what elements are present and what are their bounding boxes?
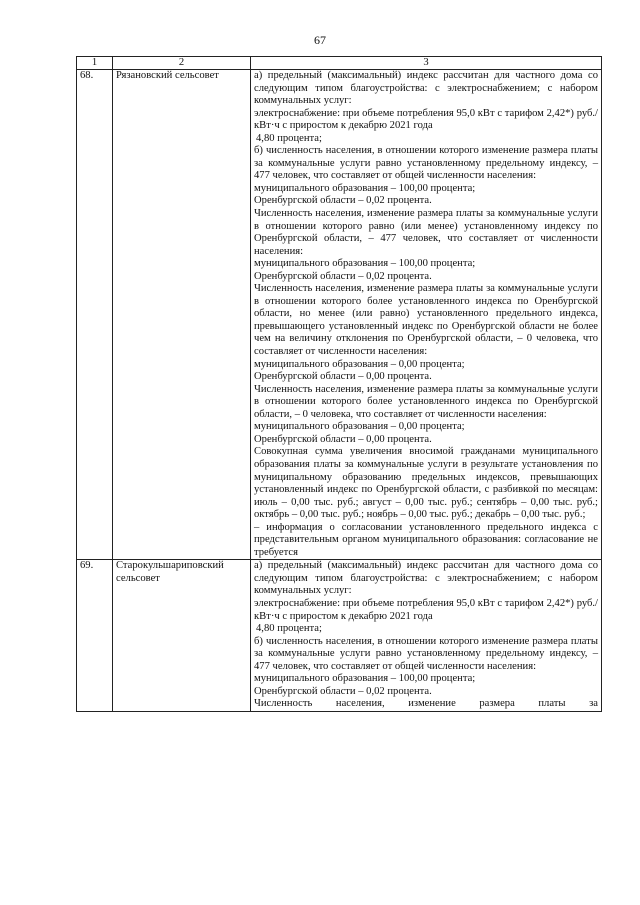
desc-line: муниципального образования – 0,00 процента;	[254, 358, 465, 370]
desc-line: б) численность населения, в отношении которого изменение размера платы за коммунальные услуги равно установленному предельному индексу, – 477 человек, что составляет от общей численности населения:	[254, 145, 598, 182]
desc-line: 4,80 процента;	[256, 132, 322, 144]
desc-line: муниципального образования – 100,00 процента;	[254, 673, 476, 685]
desc-line: Оренбургской области – 0,02 процента.	[254, 270, 432, 282]
desc-line: а) предельный (максимальный) индекс рассчитан для частного дома со следующим типом благоустройства: с электроснабжением; с набором коммунальных услуг:	[254, 70, 598, 107]
row-number: 68.	[77, 70, 113, 560]
index-table	[76, 56, 602, 712]
header-col-3: 3	[251, 57, 602, 70]
desc-line: Оренбургской области – 0,02 процента.	[254, 195, 432, 207]
page-number: 67	[314, 33, 326, 47]
desc-line: электроснабжение: при объеме потребления 95,0 кВт с тарифом 2,42*) руб./кВт·ч с приростом к декабрю 2021 года	[254, 107, 598, 132]
desc-line: б) численность населения, в отношении которого изменение размера платы за коммунальные услуги равно установленному предельному индексу, – 477 человек, что составляет от общей численности населения:	[254, 635, 598, 672]
desc-line: а) предельный (максимальный) индекс рассчитан для частного дома со следующим типом благоустройства: с электроснабжением; с набором коммунальных услуг:	[254, 560, 598, 597]
desc-line: – информация о согласовании установленного предельного индекса с представительным органом муниципального образования: согласование не требуется	[254, 521, 598, 558]
desc-line: Оренбургской области – 0,02 процента.	[254, 685, 432, 697]
table-header-row	[77, 57, 602, 70]
header-col-2: 2	[113, 57, 251, 70]
desc-line: Численность населения, изменение размера платы за коммунальные услуги в отношении которого равно (или менее) установленному индексу по Оренбургской области, – 477 человек, что составляет от численности населения:	[254, 208, 598, 257]
desc-line: Оренбургской области – 0,00 процента.	[254, 371, 432, 383]
desc-line: Численность населения, изменение размера платы за коммунальные услуги в отношении которого более установленного индекса по Оренбургской области, – 0 человека, что составляет от численности населения:	[254, 383, 598, 420]
table-row	[77, 560, 602, 712]
desc-line: муниципального образования – 100,00 процента;	[254, 182, 476, 194]
municipality-name: Рязановский сельсовет	[113, 70, 251, 560]
desc-line: Совокупная сумма увеличения вносимой гражданами муниципального образования платы за коммунальные услуги в результате установления по муниципальному образованию предельных индексов, превышающих установленный индекс по Оренбургской области, с разбивкой по месяцам: июль – 0,00 тыс. руб.; август – 0,00 тыс. руб.; сентябрь – 0,00 тыс. руб.; октябрь – 0,00 тыс. руб.; ноябрь – 0,00 тыс. руб.; декабрь – 0,00 тыс. руб.;	[254, 446, 598, 521]
desc-line: муниципального образования – 0,00 процента;	[254, 421, 465, 433]
row-description	[251, 70, 602, 560]
header-col-1: 1	[77, 57, 113, 70]
row-description	[251, 560, 602, 712]
desc-line: Оренбургской области – 0,00 процента.	[254, 433, 432, 445]
municipality-name: Старокульшариповский сельсовет	[113, 560, 251, 712]
desc-line: Численность населения, изменение размера платы за	[254, 698, 598, 710]
row-number: 69.	[77, 560, 113, 712]
desc-line: Численность населения, изменение размера платы за коммунальные услуги в отношении которого более установленного индекса по Оренбургской области, но менее (или равно) установленного предельного индекса, превышающего установленный индекс по Оренбургской области не более чем на величину отклонения по Оренбургской области, – 0 человека, что составляет от численности населения:	[254, 283, 598, 358]
desc-line: 4,80 процента;	[256, 623, 322, 635]
desc-line: электроснабжение: при объеме потребления 95,0 кВт с тарифом 2,42*) руб./кВт·ч с приростом к декабрю 2021 года	[254, 597, 598, 622]
table-row	[77, 70, 602, 560]
desc-line: муниципального образования – 100,00 процента;	[254, 258, 476, 270]
